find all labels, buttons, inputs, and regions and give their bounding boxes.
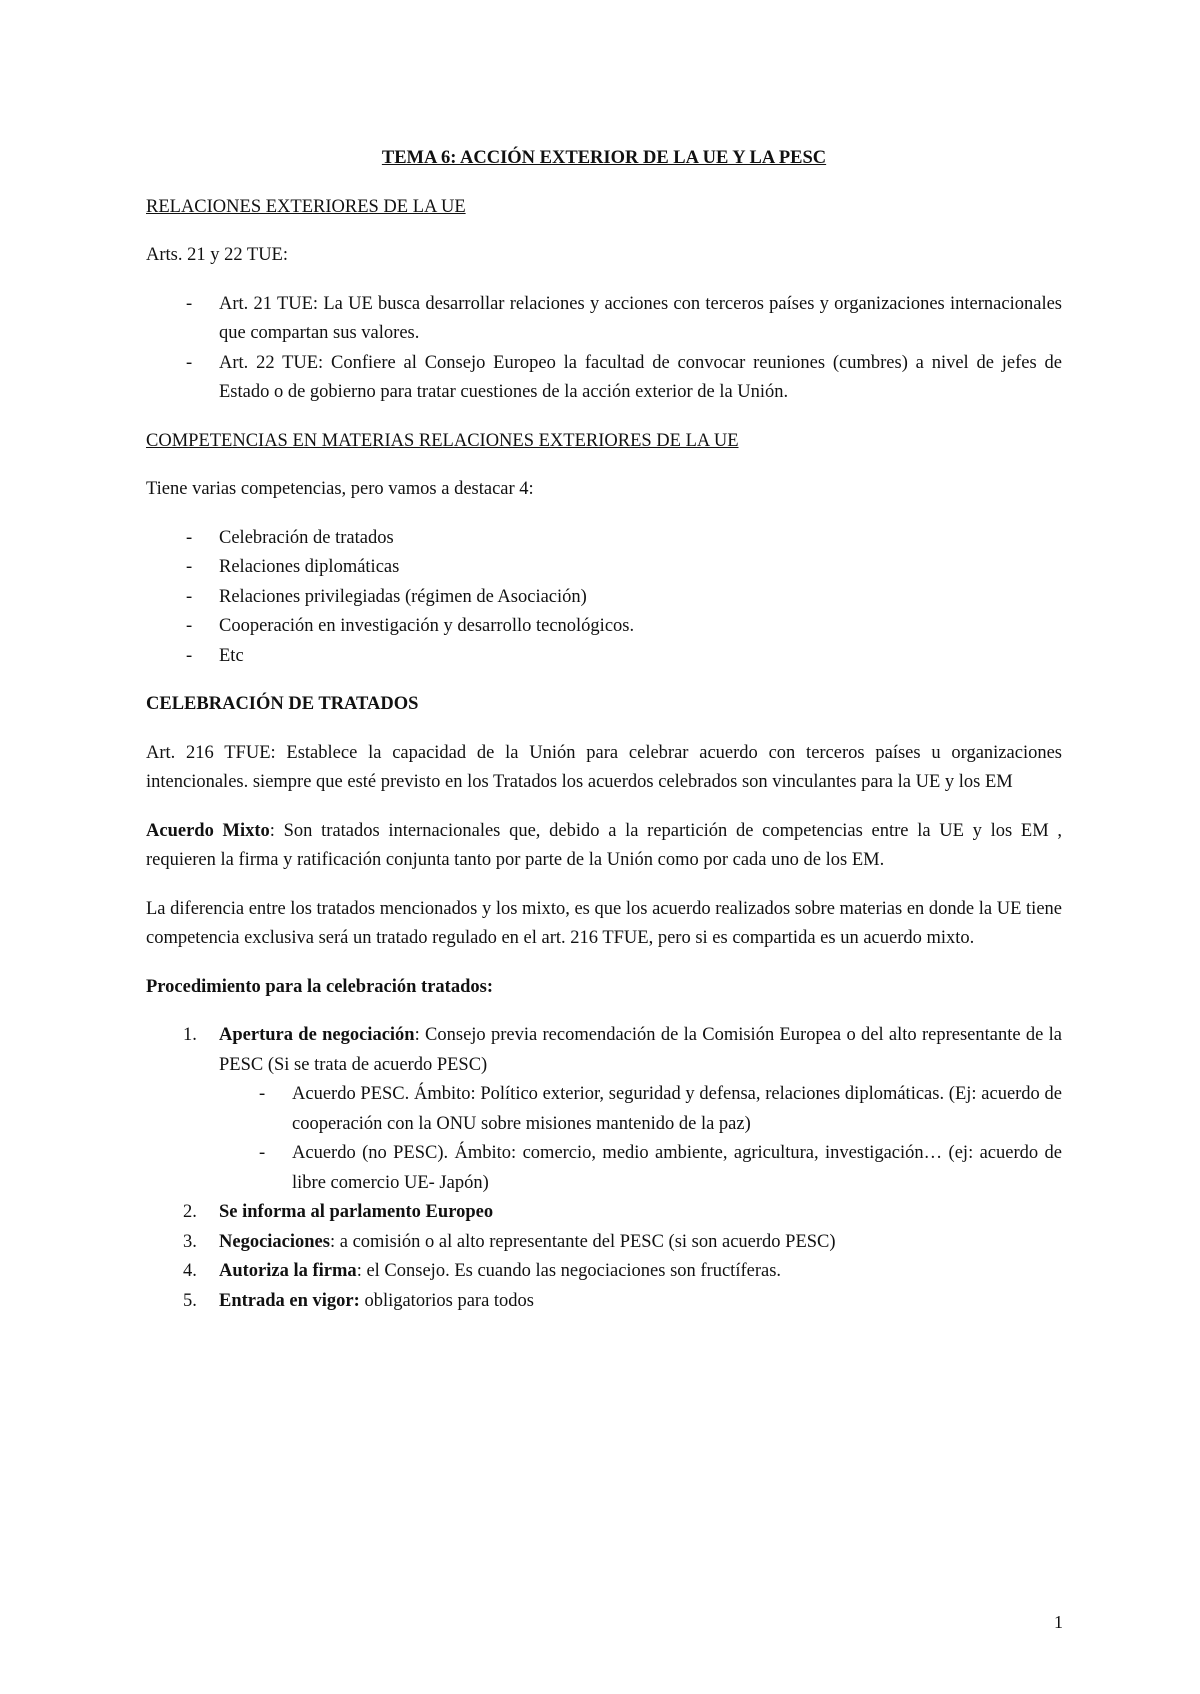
step-title: Autoriza la firma (219, 1261, 357, 1281)
step-description: : a comisión o al alto representante del PESC (si son acuerdo PESC) (329, 1231, 836, 1252)
procedure-step (146, 1021, 1062, 1198)
step-number: 3. (183, 1231, 197, 1252)
paragraph-acuerdo-mixto (146, 817, 1062, 876)
page-number: 1 (1054, 1612, 1063, 1632)
step-text (219, 1228, 1062, 1258)
section-intro-competencias: Tiene varias competencias, pero vamos a destacar 4: (146, 479, 534, 499)
procedure-step (146, 1257, 1062, 1287)
step-title: Apertura de negociación (219, 1025, 415, 1045)
procedure-step (146, 1287, 1062, 1317)
step-number: 4. (183, 1261, 197, 1281)
procedure-steps-list (146, 1021, 1062, 1316)
list-item: - Celebración de tratados (146, 524, 1062, 554)
section-heading-competencias: COMPETENCIAS EN MATERIAS RELACIONES EXTERIORES DE LA UE (146, 430, 739, 451)
step-title: Entrada en vigor: (219, 1290, 360, 1311)
step-title: Se informa al parlamento Europeo (219, 1202, 494, 1222)
list-item: - Acuerdo (no PESC). Ámbito: comercio, medio ambiente, agricultura, investigación… (ej: acuerdo de libre comercio UE- Japón) (219, 1139, 1062, 1198)
step-number: 5. (183, 1290, 197, 1311)
page-content (146, 144, 1062, 1316)
step-number: 2. (183, 1202, 197, 1222)
procedure-step (146, 1228, 1062, 1258)
section-intro-arts: Arts. 21 y 22 TUE: (146, 245, 289, 265)
step-sublist (219, 1080, 1062, 1198)
list-item: - Relaciones privilegiadas (régimen de Asociación) (146, 583, 1062, 613)
step-number: 1. (183, 1025, 197, 1045)
list-item: - Acuerdo PESC. Ámbito: Político exterior, seguridad y defensa, relaciones diplomáticas. (Ej: acuerdo de cooperación con la ONU sobre misiones mantenido de la paz) (219, 1080, 1062, 1139)
list-item: - Art. 21 TUE: La UE busca desarrollar relaciones y acciones con terceros países y organizaciones internacionales que compartan sus valores. (146, 290, 1062, 349)
step-title: Negociaciones (219, 1231, 330, 1252)
step-text (219, 1287, 1062, 1317)
section-heading-relaciones: RELACIONES EXTERIORES DE LA UE (146, 196, 466, 217)
procedure-heading: Procedimiento para la celebración tratados: (146, 976, 493, 997)
articles-list (146, 290, 1062, 408)
step-text (219, 1198, 1062, 1228)
step-description: obligatorios para todos (359, 1290, 534, 1311)
step-description: : el Consejo. Es cuando las negociaciones son fructíferas. (356, 1261, 782, 1281)
paragraph-diferencia: La diferencia entre los tratados mencionados y los mixto, es que los acuerdo realizados sobre materias en donde la UE tiene competencia exclusiva será un tratado regulado en el art. 216 TFUE, pero si es compartida es un acuerdo mixto. (146, 898, 1062, 948)
paragraph-art-216: Art. 216 TFUE: Establece la capacidad de la Unión para celebrar acuerdo con terceros países u organizaciones intencionales. siempre que esté previsto en los Tratados los acuerdos celebrados son vinculantes para la UE y los EM (146, 742, 1062, 792)
step-text (219, 1257, 1062, 1287)
definition-acuerdo-mixto: : Son tratados internacionales que, debido a la repartición de competencias entre la UE y los EM , requieren la firma y ratificación conjunta tanto por parte de la Unión como por cada uno de los EM. (146, 820, 1062, 870)
competencias-list (146, 524, 1062, 672)
list-item: - Cooperación en investigación y desarrollo tecnológicos. (146, 612, 1062, 642)
list-item: - Etc (146, 642, 1062, 672)
term-acuerdo-mixto: Acuerdo Mixto (146, 820, 270, 841)
step-text (219, 1021, 1062, 1080)
procedure-step (146, 1198, 1062, 1228)
list-item: - Art. 22 TUE: Confiere al Consejo Europeo la facultad de convocar reuniones (cumbres) a nivel de jefes de Estado o de gobierno para tratar cuestiones de la acción exterior de la Unión. (146, 349, 1062, 408)
list-item: - Relaciones diplomáticas (146, 553, 1062, 583)
section-heading-celebracion: CELEBRACIÓN DE TRATADOS (146, 694, 419, 714)
step-description: : Consejo previa recomendación de la Comisión Europea o del alto representante de la PESC (Si se trata de acuerdo PESC) (219, 1025, 1062, 1075)
document-title: TEMA 6: ACCIÓN EXTERIOR DE LA UE Y LA PESC (381, 148, 827, 168)
